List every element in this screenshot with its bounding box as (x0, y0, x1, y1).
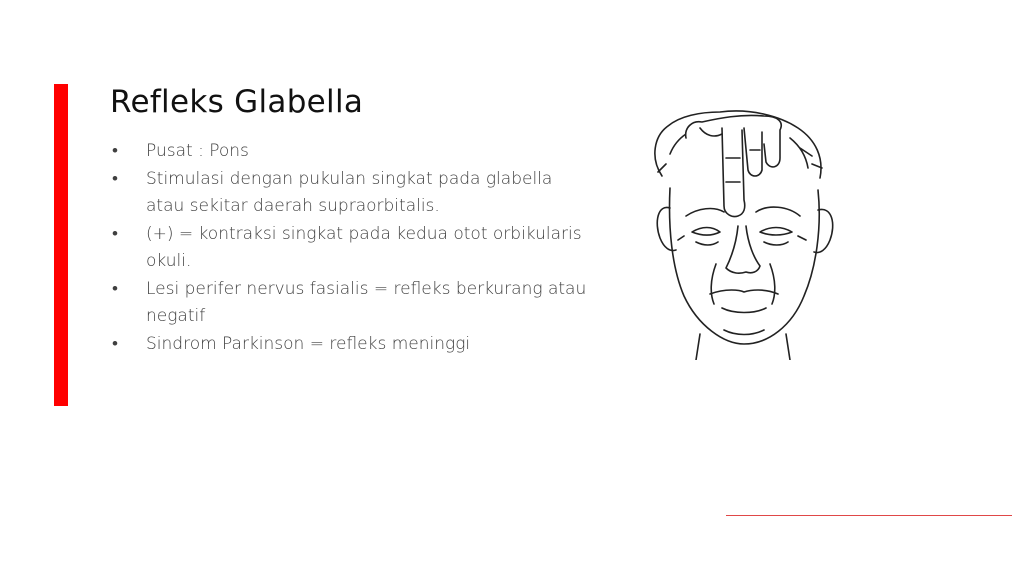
bottom-divider (726, 515, 1012, 516)
nose (726, 226, 760, 273)
lower-lip (722, 308, 766, 313)
bullet-dot: • (112, 278, 118, 299)
bullet-text: (+) = kontraksi singkat pada kedua otot orbikularis okuli. (146, 223, 582, 271)
slide-title: Refleks Glabella (110, 84, 364, 120)
bullet-text: Pusat : Pons (146, 141, 249, 161)
bullet-item (110, 138, 595, 166)
bullet-item (110, 221, 595, 276)
bullet-dot: • (112, 141, 118, 161)
index-finger (722, 128, 745, 217)
bullet-item (110, 276, 595, 331)
chin (724, 330, 764, 335)
bullet-text: Lesi perifer nervus fasialis = refleks berkurang atau negatif (146, 278, 587, 326)
middle-finger (744, 128, 762, 176)
accent-bar (54, 84, 68, 406)
bullet-text: Stimulasi dengan pukulan singkat pada glabella atau sekitar daerah supraorbitalis. (146, 168, 553, 216)
bullet-dot: • (112, 168, 118, 189)
bullet-text: Sindrom Parkinson = refleks meninggi (146, 333, 471, 354)
bullet-dot: • (112, 223, 118, 244)
right-eye (760, 228, 792, 236)
left-brow (686, 209, 724, 216)
cheek-folds (711, 264, 775, 304)
eye-wrinkles (678, 236, 806, 245)
face-illustration (640, 98, 838, 360)
bullet-item (110, 331, 595, 359)
neck (696, 334, 790, 360)
mouth (710, 290, 778, 294)
left-ear (657, 207, 676, 250)
bullet-dot: • (112, 333, 118, 354)
right-brow (756, 207, 800, 216)
bullet-item (110, 166, 595, 221)
bullet-list (110, 138, 595, 358)
left-eye (692, 228, 720, 236)
